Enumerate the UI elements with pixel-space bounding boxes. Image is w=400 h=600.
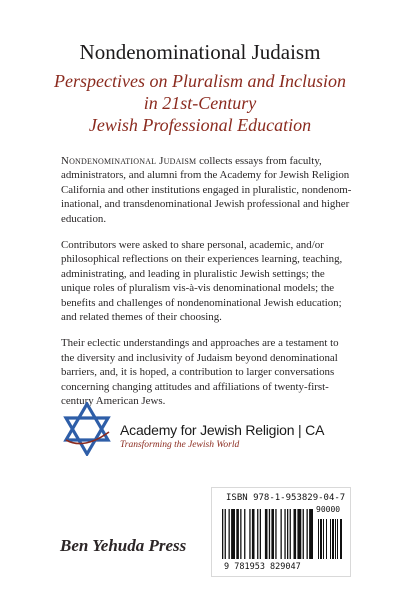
blurb-line: administrators, and alumni from the Academy for Jewish Religion: [61, 169, 350, 182]
price-code: 90000: [316, 505, 341, 514]
blurb-paragraph-1: [61, 154, 351, 226]
barcode-bar: [240, 509, 241, 559]
barcode-bar: [236, 509, 239, 559]
barcode-bar: [275, 509, 276, 559]
subtitle-line: Perspectives on Pluralism and Inclusion: [54, 71, 346, 91]
blurb-line: Their eclectic understandings and approaches are a testament to: [61, 337, 339, 350]
barcode-bar: [290, 509, 291, 559]
blurb-line: and related themes of their choosing.: [61, 311, 222, 324]
barcode-bar: [323, 519, 324, 559]
barcode-bar: [260, 509, 261, 559]
blurb-line: century American Jews.: [61, 395, 166, 408]
book-title: Nondenominational Judaism: [79, 40, 321, 64]
isbn-number: ISBN 978-1-953829-04-7: [226, 493, 346, 503]
academy-logo: [60, 402, 350, 462]
book-subtitle: [0, 70, 400, 136]
blurb-line: California and other institutions engaged in pluralistic, nondenom-: [61, 183, 352, 196]
blurb-paragraph-2: [61, 238, 351, 324]
barcode-bar: [271, 509, 274, 559]
blurb-line: education.: [61, 212, 107, 225]
blurb-line: philosophical reflections on their experiences learning, teaching,: [61, 253, 343, 266]
barcode-bar: [326, 519, 327, 559]
publisher-logo: Ben Yehuda Press: [60, 536, 187, 555]
isbn-barcode: [211, 487, 351, 577]
barcode-bar: [337, 519, 338, 559]
blurb: [61, 154, 351, 421]
barcode-bar: [307, 509, 308, 559]
barcode-bar: [252, 509, 255, 559]
barcode-bar: [269, 509, 270, 559]
barcode-bar: [297, 509, 301, 559]
barcode-bar: [330, 519, 331, 559]
barcode-bar: [309, 509, 313, 559]
barcode-bar: [318, 519, 319, 559]
barcode-bar: [284, 509, 285, 559]
barcode-bar: [303, 509, 304, 559]
blurb-text: collects essays from faculty,: [196, 155, 322, 167]
barcode-bar: [294, 509, 297, 559]
academy-name: Academy for Jewish Religion | CA: [120, 422, 325, 438]
academy-tagline: Transforming the Jewish World: [120, 440, 240, 450]
barcode-bar: [265, 509, 268, 559]
barcode-bar: [225, 509, 226, 559]
barcode-bar: [257, 509, 258, 559]
blurb-line: unique roles of pluralism vis-à-vis denominational models; the: [61, 282, 335, 295]
blurb-paragraph-3: [61, 336, 351, 408]
barcode-bar: [244, 509, 245, 559]
barcode-bar: [287, 509, 288, 559]
blurb-title-ref: Nondenominational Judaism: [61, 155, 197, 167]
blurb-line: inational, and transdenominational Jewish professional and higher: [61, 198, 350, 211]
barcode-bar: [335, 519, 336, 559]
barcode-bar: [231, 509, 235, 559]
blurb-line: concerning changing attitudes and affiliations of twenty-first-: [61, 380, 329, 393]
barcode-bar: [340, 519, 342, 559]
subtitle-line: in 21st-Century: [143, 93, 257, 113]
blurb-line: benefits and challenges of nondenominational Jewish education;: [61, 296, 342, 309]
barcode-digits: 9 781953 829047: [224, 562, 301, 572]
barcode-bar: [320, 519, 322, 559]
barcode-bar: [249, 509, 250, 559]
blurb-line: the diversity and inclusivity of Judaism beyond denominational: [61, 351, 338, 364]
barcode-bar: [332, 519, 334, 559]
blurb-line: [61, 154, 351, 168]
subtitle-line: Jewish Professional Education: [88, 115, 312, 135]
barcode-bar: [222, 509, 223, 559]
blurb-line: administrating, and leading in pluralistic Jewish settings; the: [61, 267, 325, 280]
barcode-bar: [229, 509, 230, 559]
barcode-bar: [281, 509, 282, 559]
blurb-line: barriers, and, it is hoped, a contribution to larger conversations: [61, 366, 335, 379]
blurb-line: Contributors were asked to share personal, academic, and/or: [61, 239, 324, 252]
star-of-david-icon: [62, 402, 112, 456]
